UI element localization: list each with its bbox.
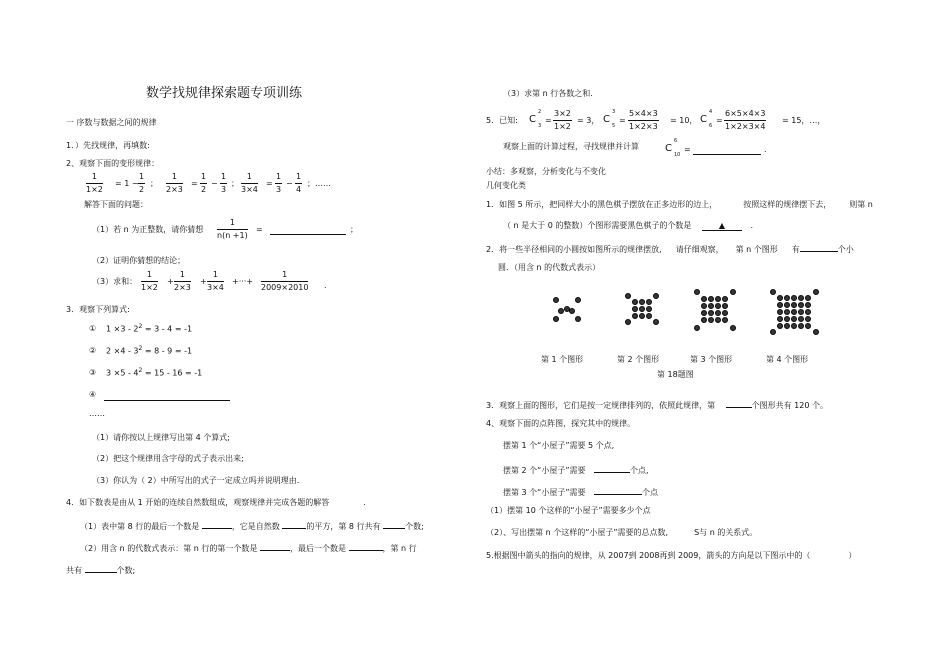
- formula: $2 \times 4 - 3^2 = 8 - 9 = -1$: [106, 345, 193, 356]
- answer-blank[interactable]: [349, 541, 383, 551]
- page-title: 数学找规律探索题专项训练: [146, 86, 303, 101]
- equation-text: −: [211, 179, 218, 188]
- equation-text: +···+: [232, 277, 254, 286]
- figure-3: [694, 289, 735, 330]
- equation-text: = 15，…，: [782, 116, 826, 125]
- house-step-1: 摆第 1 个“小屋子”需要 5 个点,: [503, 441, 615, 450]
- equation-text: +: [200, 277, 207, 286]
- circle-pattern-figure: [548, 288, 848, 336]
- equation-text: =: [619, 116, 626, 125]
- figure-label: 第 4 个图形: [766, 355, 809, 364]
- subscript: 5: [612, 123, 616, 129]
- separator: ；: [150, 179, 158, 188]
- answer-prompt: 解答下面的问题：: [84, 200, 148, 209]
- combination-symbol: C: [603, 114, 610, 125]
- house-question-1: （1）摆第 10 个这样的“小屋子”需要多少个点: [486, 506, 651, 515]
- equation-text: = 3，: [577, 116, 600, 125]
- figure-label: 第 2 个图形: [617, 355, 660, 364]
- section-heading: 几何变化类: [486, 181, 526, 190]
- answer-blank[interactable]: [260, 541, 290, 551]
- subquestion-4-1: （1）表中第 8 行的最后一个数是 ，它是自然数 的平方，第 8 行共有 个数;: [80, 519, 424, 531]
- answer-blank[interactable]: [702, 221, 742, 231]
- equation-text: −: [286, 179, 293, 188]
- geometry-question-5: 5.根据图中箭头的指向的规律，从 2007到 2008再到 2009，箭头的方向是以下图示中的（ ）: [486, 551, 857, 560]
- fraction: $\frac{1}{3\times 4}$: [207, 270, 224, 292]
- equation-text: +: [167, 277, 174, 286]
- answer-blank[interactable]: [594, 485, 642, 495]
- subquestion-4-2: （2）用含 n 的代数式表示：第 n 行的第一个数是 ，最后一个数是 ，第 n 行: [80, 541, 417, 553]
- circled-number: ③: [89, 368, 97, 377]
- equation-text: = 1 −: [115, 179, 139, 188]
- house-step-3: 摆第 3 个“小屋子”需要 个点: [503, 485, 658, 497]
- circled-number: ④: [89, 390, 97, 399]
- question-2: 2、观察下面的变形规律：: [66, 159, 160, 168]
- question-1: 1．）先找规律，再填数:: [66, 141, 150, 150]
- fraction: $\frac{1}{4}$: [296, 172, 302, 194]
- superscript: 3: [612, 109, 616, 115]
- separator: ；: [231, 179, 239, 188]
- equation-text: .: [764, 145, 767, 154]
- equation-text: .: [324, 281, 327, 290]
- formula: $1 \times 3 - 2^2 = 3 - 4 = -1$: [106, 323, 193, 334]
- fraction: $\frac{1}{2\times 3}$: [174, 270, 191, 292]
- formula: $3 \times 5 - 4^2 = 15 - 16 = -1$: [106, 367, 203, 378]
- fraction: $\frac{1}{3\times 4}$: [241, 172, 258, 194]
- equation-text: =: [684, 145, 691, 154]
- answer-blank[interactable]: [693, 145, 761, 155]
- subquestion-2-3: （3）求和：: [92, 277, 138, 286]
- ellipsis: ；……: [307, 179, 331, 188]
- answer-blank[interactable]: [85, 563, 117, 573]
- geometry-question-2: 2．将一些半径相同的小圆按如图所示的规律摆放, 请仔细观察， 第 n 个图形 有 个小: [486, 242, 854, 254]
- answer-blank[interactable]: [202, 519, 232, 529]
- answer-blank[interactable]: [383, 519, 405, 529]
- fraction: $\frac{1}{2}$: [201, 172, 207, 194]
- fraction: $\frac{1}{1\times 2}$: [141, 270, 158, 292]
- subquestion-4-3: （3）求第 n 行各数之和.: [503, 89, 593, 98]
- geometry-question-4: 4、观察下面的点阵图，探究其中的规律。: [486, 419, 636, 428]
- superscript: 6: [674, 138, 678, 144]
- geometry-question-1: 1．如图 5 所示，把同样大小的黑色棋子摆放在正多边形的边上， 按照这样的规律摆下去， 则第 n: [486, 200, 873, 209]
- circled-number: ①: [89, 324, 97, 333]
- subquestion-3-3: （3）你认为（ 2）中所写出的式子一定成立吗并说明理由.: [92, 476, 300, 485]
- ellipsis: ……: [89, 409, 105, 418]
- answer-blank[interactable]: [104, 391, 230, 401]
- question-5-instruction: 观察上面的计算过程，寻找规律并计算: [503, 142, 639, 151]
- answer-blank[interactable]: [726, 398, 752, 408]
- combination-symbol: C: [700, 114, 707, 125]
- fraction: $\frac{1}{2009\times 2010}$: [261, 270, 309, 292]
- question-4: 4．如下数表是由从 1 开始的连续自然数组成，观察规律并完成各题的解答 .: [66, 498, 366, 507]
- subquestion-4-2-cont: 共有 个数;: [66, 563, 135, 575]
- question-3: 3．观察下列算式:: [66, 305, 130, 314]
- triangle-icon: ▲: [718, 221, 725, 230]
- house-step-2: 摆第 2 个“小屋子”需要 个点,: [503, 463, 649, 475]
- geometry-question-2-cont: 圆．（用含 n 的代数式表示）: [498, 263, 601, 272]
- answer-blank[interactable]: [282, 519, 306, 529]
- subscript: 6: [709, 123, 713, 129]
- combination-symbol: C: [529, 114, 536, 125]
- separator: ；: [350, 225, 358, 234]
- fraction: $\frac{1}{3}$: [276, 172, 282, 194]
- equation-text: =: [256, 225, 263, 234]
- section-heading: 一 序数与数据之间的规律: [66, 118, 157, 127]
- superscript: 4: [709, 109, 713, 115]
- combination-symbol: C: [665, 143, 672, 154]
- equation-text: =: [191, 179, 198, 188]
- fraction: $\frac{1}{3}$: [221, 172, 227, 194]
- figure-caption: 第 18题图: [657, 370, 694, 379]
- answer-blank[interactable]: [594, 463, 630, 473]
- subscript: 10: [674, 152, 681, 158]
- equation-text: =: [545, 116, 552, 125]
- subquestion-3-2: （2）把这个规律用含字母的式子表示出来;: [92, 454, 244, 463]
- subquestion-2-2: （2）证明你猜想的结论；: [92, 256, 186, 265]
- geometry-question-3: 3．观察上面的图形，它们是按一定规律排列的，依照此规律，第 个图形共有 120 个。: [486, 398, 828, 410]
- fraction: $\frac{1}{1\times 2}$: [86, 172, 103, 194]
- fraction: $\frac{5\times 4\times 3}{1\times 2\times 3}$: [629, 109, 658, 131]
- figure-2: [625, 293, 658, 324]
- fraction: $\frac{1}{2\times 3}$: [166, 172, 183, 194]
- answer-blank[interactable]: [270, 225, 346, 235]
- figure-4: [770, 289, 818, 334]
- fraction: $\frac{1}{n(n +1)}$: [217, 218, 248, 240]
- summary: 小结：多观察，分析变化与不变化: [486, 167, 606, 176]
- equation-text: =: [266, 179, 273, 188]
- equation-text: = 10，: [670, 116, 698, 125]
- figure-1: [553, 297, 580, 321]
- question-5: 5．已知:: [486, 116, 518, 125]
- subquestion-2-1: （1）若 n 为正整数，请你猜想: [92, 225, 204, 234]
- fraction: $\frac{6\times 5\times 4\times 3}{1\times 2\times 3\times 4}$: [725, 109, 766, 131]
- fraction: $\frac{3\times 2}{1\times 2}$: [554, 109, 571, 131]
- subscript: 3: [538, 123, 542, 129]
- answer-blank[interactable]: [800, 242, 838, 252]
- equation-text: =: [716, 116, 723, 125]
- figure-label: 第 1 个图形: [541, 355, 584, 364]
- circled-number: ②: [89, 346, 97, 355]
- superscript: 2: [538, 109, 542, 115]
- geometry-question-1-cont: （ n 是大于 0 的整数）个图形需要黑色棋子的个数是 ▲ .: [503, 221, 753, 230]
- figure-label: 第 3 个图形: [690, 355, 733, 364]
- subquestion-3-1: （1）请你按以上规律写出第 4 个算式;: [92, 433, 230, 442]
- house-question-2: （2）、写出摆第 n 个这样的“小屋子”需要的总点数, S与 n 的关系式。: [486, 528, 758, 537]
- fraction: $\frac{1}{2}$: [139, 172, 145, 194]
